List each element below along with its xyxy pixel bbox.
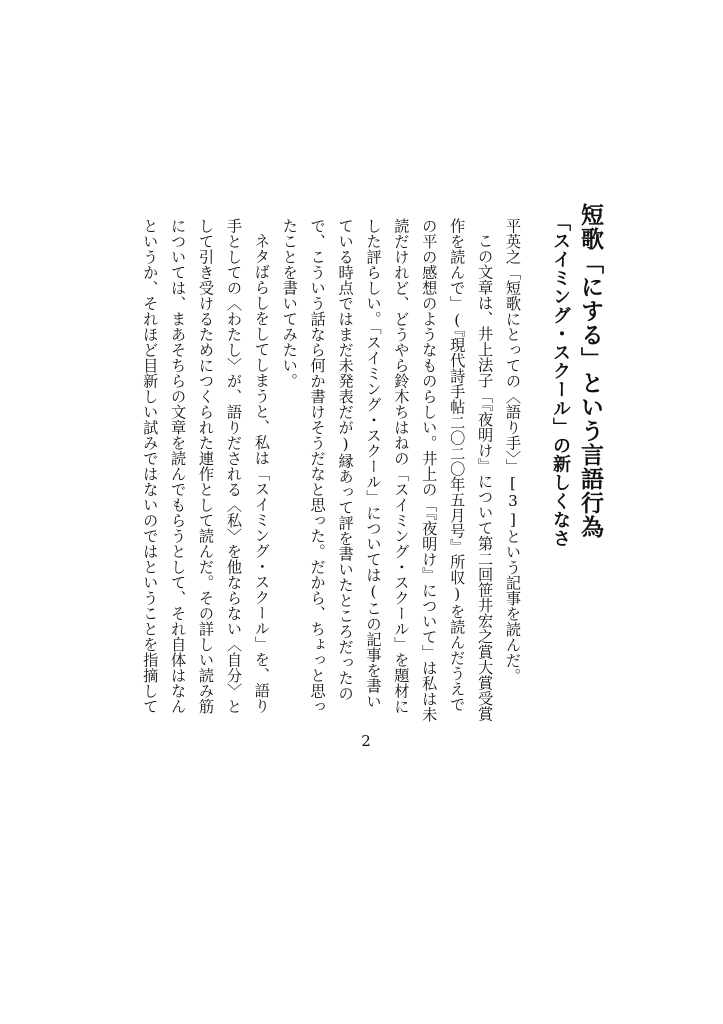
paragraph-context: この文章は、井上法子「『夜明け』について第二回笹井宏之賞大賞受賞作を読んで」(『現代詩手帖二〇二〇年五月号』所収)を読んだうえでの平の感想のようなものらしい。井上の「『夜明け』について」は私は未読だけれど、どうやら鈴木ちはねの「スイミング・スクール」を題材にした評らしい。「スイミング・スクール」については(この記事を書いている時点ではまだ未発表だが)縁あって評を書いたところだったので、こういう話なら何か書けそうだなと思った。だから、ちょっと思ったことを書いてみたい。 (280, 218, 495, 722)
paragraph-intro: 平英之「短歌にとっての〈語り手〉」[3]という記事を読んだ。 (504, 218, 522, 684)
paragraph-reading: ネタばらしをしてしまうと、私は「スイミング・スクール」を、語り手としての〈わたし〉が、語りだされる〈私〉を他ならない〈自分〉として引き受けるためにつくられた連作として読んだ。その詳しい読み筋については、まあそちらの文章を読んでもらうとして、それ自体はなんというか、それほど目新しい試みではないのではということを指摘して (141, 218, 271, 714)
article-subtitle: 「スイミング・スクール」の新しくなさ (550, 213, 571, 548)
page-number: 2 (361, 732, 371, 750)
article-title: 短歌「にする」という言語行為 (577, 203, 603, 539)
vertical-text-body (106, 203, 606, 723)
